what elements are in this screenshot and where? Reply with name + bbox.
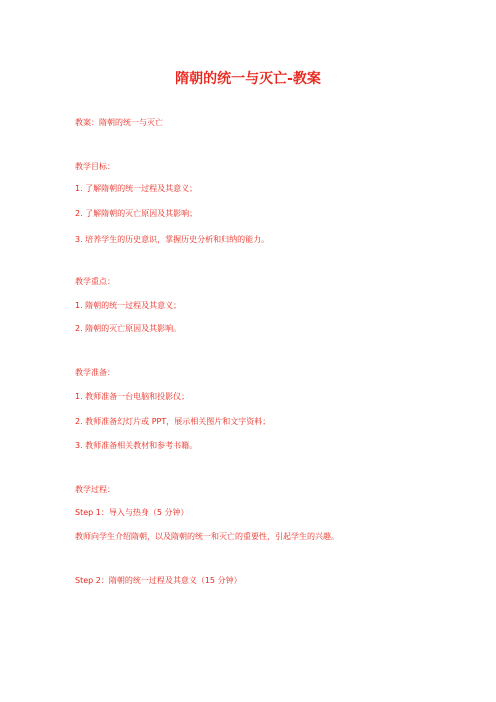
preparation-item: 2. 教师准备幻灯片或 PPT，展示相关图片和文字资料； — [75, 417, 271, 426]
step1-title: Step 1：导入与热身（5 分钟） — [75, 508, 189, 517]
key-points-heading: 教学重点： — [75, 277, 115, 286]
step2-title: Step 2：隋朝的统一过程及其意义（15 分钟） — [75, 576, 242, 585]
objectives-heading: 教学目标： — [75, 162, 115, 171]
key-point-item: 2. 隋朝的灭亡原因及其影响。 — [75, 324, 182, 333]
document-title: 隋朝的统一与灭亡-教案 — [175, 71, 321, 87]
preparation-item: 1. 教师准备一台电脑和投影仪； — [75, 392, 190, 401]
objective-item: 3. 培养学生的历史意识，掌握历史分析和归纳的能力。 — [75, 235, 270, 244]
preparation-item: 3. 教师准备相关教材和参考书籍。 — [75, 441, 198, 450]
objective-item: 2. 了解隋朝的灭亡原因及其影响； — [75, 209, 198, 218]
step1-text: 教师向学生介绍隋朝，以及隋朝的统一和灭亡的重要性，引起学生的兴趣。 — [75, 532, 339, 541]
key-point-item: 1. 隋朝的统一过程及其意义； — [75, 301, 182, 310]
objective-item: 1. 了解隋朝的统一过程及其意义； — [75, 184, 198, 193]
process-heading: 教学过程： — [75, 485, 115, 494]
lesson-plan-label: 教案：隋朝的统一与灭亡 — [75, 118, 163, 127]
preparation-heading: 教学准备： — [75, 368, 115, 377]
